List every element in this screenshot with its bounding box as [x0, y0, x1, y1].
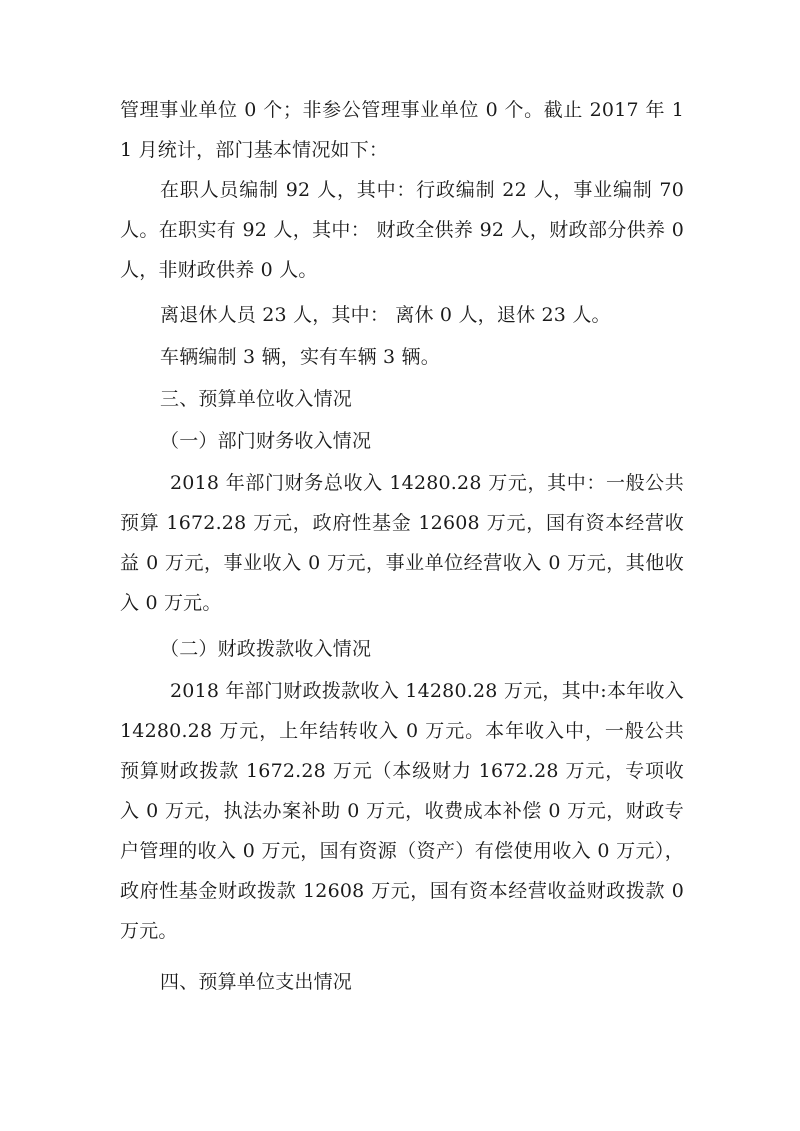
paragraph-financial-income: 2018 年部门财务总收入 14280.28 万元，其中：一般公共预算 1672.28 万元，政府性基金 12608 万元，国有资本经营收益 0 万元，事业收入 0 万元，事业单位经营收入 0 万元，其他收入 0 万元。: [120, 472, 684, 614]
paragraph-vehicles: 车辆编制 3 辆，实有车辆 3 辆。: [160, 346, 440, 368]
paragraph-unit-count: 管理事业单位 0 个；非参公管理事业单位 0 个。截止 2017 年 11 月统计，部门基本情况如下：: [120, 99, 684, 161]
subsection-heading-financial-income: （一）部门财务收入情况: [160, 430, 372, 452]
subsection-heading-appropriation-income: （二）财政拨款收入情况: [160, 638, 372, 660]
paragraph-staff-quota: 在职人员编制 92 人，其中：行政编制 22 人，事业编制 70 人。在职实有 92 人，其中： 财政全供养 92 人，财政部分供养 0 人，非财政供养 0 人。: [120, 179, 684, 281]
paragraph-appropriation-income: 2018 年部门财政拨款收入 14280.28 万元，其中:本年收入 14280.28 万元，上年结转收入 0 万元。本年收入中，一般公共预算财政拨款 1672.28 万元（本级财力 1672.28 万元，专项收入 0 万元，执法办案补助 0 万元，收费成本补偿 0 万元，财政专户管理的收入 0 万元，国有资源（资产）有偿使用收入 0 万元），政府性基金财政拨款 12608 万元，国有资本经营收益财政拨款 0 万元。: [120, 680, 684, 942]
paragraph-retirees: 离退休人员 23 人，其中： 离休 0 人，退休 23 人。: [160, 304, 611, 326]
section-heading-income: 三、预算单位收入情况: [160, 388, 353, 410]
section-heading-expenditure: 四、预算单位支出情况: [160, 971, 353, 993]
